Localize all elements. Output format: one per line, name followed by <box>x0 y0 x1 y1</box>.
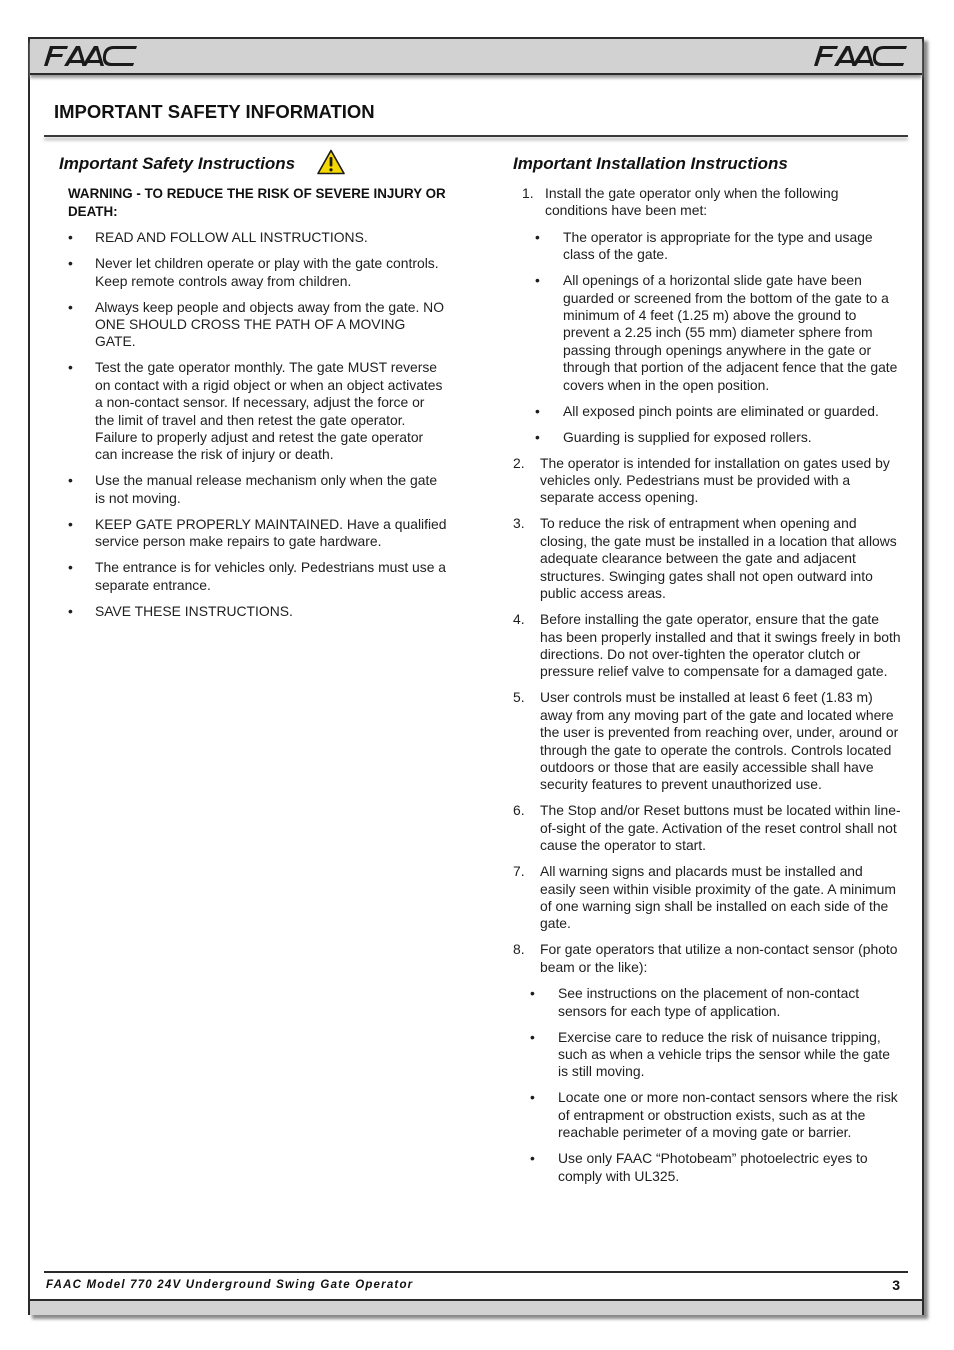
bullet-icon: • <box>68 229 73 246</box>
sub-list-item: • All exposed pinch points are eliminated or guarded. <box>535 402 879 419</box>
title-divider <box>44 135 908 137</box>
safety-instructions-heading-text: Important Safety Instructions <box>59 154 296 173</box>
list-item: • The entrance is for vehicles only. Pedestrians must use a separate entrance. <box>68 559 447 593</box>
item-number: 3. <box>513 515 525 532</box>
safety-instructions-heading <box>59 153 447 175</box>
bullet-icon: • <box>530 1150 535 1167</box>
installation-instructions-column <box>513 153 901 1194</box>
item-number: 2. <box>513 454 525 471</box>
page-number: 3 <box>892 1277 900 1293</box>
footer-divider <box>44 1271 908 1273</box>
item-number: 1. <box>522 185 534 201</box>
bullet-icon: • <box>535 228 540 245</box>
list-item: 5. User controls must be installed at least 6 feet (1.83 m) away from any moving part of the gate and located where the user is prevented from reaching over, under, around or through the gate to operate the controls. Controls located outdoors or those that are easily accessible shall have security features to prevent unauthorized use. <box>513 689 899 793</box>
footer-bar <box>30 1299 922 1315</box>
item-number: 7. <box>513 863 525 880</box>
bullet-icon: • <box>68 559 73 576</box>
bullet-icon: • <box>68 359 73 376</box>
footer-document-title: FAAC Model 770 24V Underground Swing Gate Operator <box>46 1279 414 1291</box>
page-title: IMPORTANT SAFETY INFORMATION <box>54 101 375 122</box>
header-bar <box>30 39 922 75</box>
list-item: 3. To reduce the risk of entrapment when opening and closing, the gate must be installed in a location that allows adequate clearance between the gate and adjacent structures. Swinging gates shall not open outward into public access areas. <box>513 515 897 602</box>
faac-logo-left <box>42 44 138 68</box>
sub-list-item: • Use only FAAC “Photobeam” photoelectric eyes to comply with UL325. <box>530 1150 868 1184</box>
bullet-icon: • <box>68 602 73 619</box>
installation-numbered-list <box>513 185 901 1185</box>
item-number: 8. <box>513 941 525 958</box>
item-number: 4. <box>513 611 525 628</box>
bullet-icon: • <box>535 272 540 289</box>
list-item: • Test the gate operator monthly. The gate MUST reverse on contact with a rigid object or when an object activates a non-contact sensor. If necessary, adjust the force or the limit of travel and then retest the gate operator. Failure to properly adjust and retest the gate operator can increase the risk of injury or death. <box>68 359 443 463</box>
bullet-icon: • <box>530 1089 535 1106</box>
bullet-icon: • <box>530 1028 535 1045</box>
bullet-icon: • <box>68 255 73 272</box>
sub-bullet-list <box>530 985 901 1185</box>
sub-list-item: • Locate one or more non-contact sensors where the risk of entrapment or obstruction exists, such as at the reachable perimeter of a moving gate or barrier. <box>530 1089 898 1141</box>
warning-triangle-icon <box>317 149 345 175</box>
safety-bullet-list <box>59 229 447 620</box>
bullet-icon: • <box>68 472 73 489</box>
sub-list-item: • Exercise care to reduce the risk of nuisance tripping, such as when a vehicle trips the sensor while the gate is still moving. <box>530 1028 891 1080</box>
list-item: 4. Before installing the gate operator, ensure that the gate has been properly installed and that it swings freely in both directions. Do not over-tighten the operator clutch or pressure relief valve to compensate for a damaged gate. <box>513 611 901 680</box>
item-number: 5. <box>513 689 525 706</box>
bullet-icon: • <box>68 515 73 532</box>
list-item: • Use the manual release mechanism only when the gate is not moving. <box>68 472 438 506</box>
list-item: • KEEP GATE PROPERLY MAINTAINED. Have a qualified service person make repairs to gate hardware. <box>68 515 447 550</box>
sub-list-item: • See instructions on the placement of non-contact sensors for each type of application. <box>530 985 860 1019</box>
bullet-icon: • <box>535 428 540 445</box>
list-item: • SAVE THESE INSTRUCTIONS. <box>68 602 293 619</box>
item-number: 6. <box>513 802 525 819</box>
bullet-icon: • <box>535 402 540 419</box>
list-item: • READ AND FOLLOW ALL INSTRUCTIONS. <box>68 229 368 246</box>
sub-bullet-list <box>535 228 901 446</box>
safety-instructions-column <box>59 153 447 629</box>
bullet-icon: • <box>68 298 73 315</box>
installation-instructions-heading <box>513 153 901 175</box>
sub-list-item: • The operator is appropriate for the type and usage class of the gate. <box>535 228 873 263</box>
list-item: • Always keep people and objects away from the gate. NO ONE SHOULD CROSS THE PATH OF A MOVING GATE. <box>68 298 445 350</box>
bullet-icon: • <box>530 985 535 1002</box>
list-item: 7. All warning signs and placards must be installed and easily seen within visible proximity of the gate. A minimum of one warning sign shall be installed on each side of the gate. <box>513 863 896 932</box>
installation-instructions-heading-text: Important Installation Instructions <box>513 154 788 173</box>
list-item: 2. The operator is intended for installation on gates used by vehicles only. Pedestrians must be provided with a separate access opening. <box>513 454 890 506</box>
list-item: • Never let children operate or play with the gate controls. Keep remote controls away from children. <box>68 255 439 289</box>
list-item: 1. Install the gate operator only when the following conditions have been met: • The operator is appropriate for the type and usage class of the gate. • All openings of a horizontal slide gate have been guarded or screened from the bottom of the gate to a minimum of 4 feet (1.25 m) above the ground to prevent a 2.25 inch (55 mm) diameter sphere from passing through openings anywhere in the gate or through that portion of the adjacent fence that the gate covers when in the open position. • All exposed pinch points are eliminated or guarded. • Guarding is supplied for exposed rollers. <box>513 185 901 446</box>
faac-logo-right <box>812 44 908 68</box>
list-item: 6. The Stop and/or Reset buttons must be located within line-of-sight of the gate. Activation of the reset control shall not cause the operator to start. <box>513 802 901 854</box>
sub-list-item: • All openings of a horizontal slide gate have been guarded or screened from the bottom of the gate to a minimum of 4 feet (1.25 m) above the ground to prevent a 2.25 inch (55 mm) diameter sphere from passing through openings anywhere in the gate or through that portion of the adjacent fence that the gate covers when in the open position. <box>535 272 898 393</box>
sub-list-item: • Guarding is supplied for exposed rollers. <box>535 428 812 445</box>
list-item: 8. For gate operators that utilize a non-contact sensor (photo beam or the like): • See instructions on the placement of non-contact sensors for each type of application. • Exercise care to reduce the risk of nuisance tripping, such as when a vehicle trips the sensor while the gate is still moving. • Locate one or more non-contact sensors where the risk of entrapment or obstruction exists, such as at the reachable perimeter of a moving gate or barrier. • Use only FAAC “Photobeam” photoelectric eyes to comply with UL325. <box>513 941 901 1185</box>
warning-statement: WARNING - TO REDUCE THE RISK OF SEVERE INJURY OR DEATH: <box>68 186 446 219</box>
